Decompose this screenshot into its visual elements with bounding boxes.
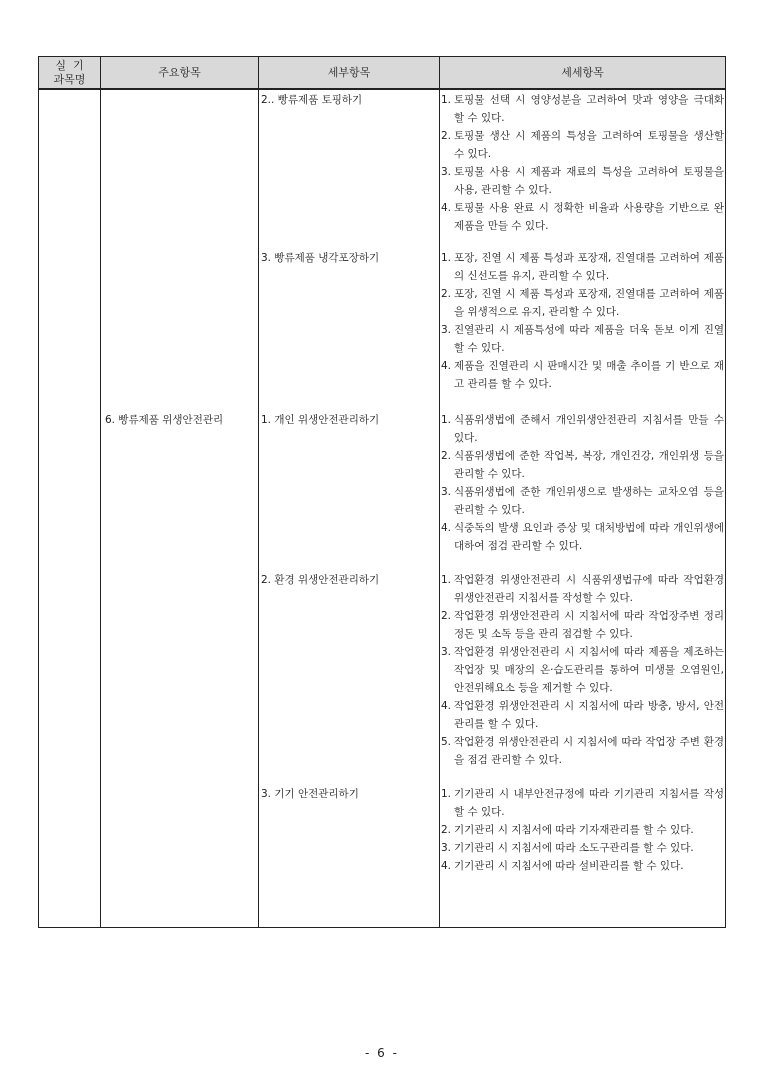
detail-item-number: 2. [441, 130, 452, 142]
detail-list-environment-hygiene [441, 571, 724, 769]
detail-item-text: 식품위생법에 준한 개인위생으로 발생하는 교차오염 등을 관리할 수 있다. [454, 486, 724, 516]
sub-item-environment-hygiene: 2. 환경 위생안전관리하기 [261, 574, 380, 586]
detail-item-text: 기기관리 시 지침서에 따라 설비관리를 할 수 있다. [454, 860, 684, 872]
column-divider [100, 57, 101, 927]
detail-item-number: 1. [441, 94, 452, 106]
detail-item-number: 1. [441, 252, 452, 264]
detail-item [441, 127, 724, 163]
detail-item-number: 3. [441, 166, 452, 178]
detail-item-text: 토핑물 사용 완료 시 정확한 비율과 사용량을 기반으로 완제품을 만들 수 있다. [454, 202, 724, 232]
sub-item-personal-hygiene: 1. 개인 위생안전관리하기 [261, 414, 380, 426]
sub-item-topping: 2.. 빵류제품 토핑하기 [261, 94, 363, 106]
detail-list-cooling-packing [441, 249, 724, 393]
detail-item-number: 2. [441, 288, 452, 300]
detail-item-text: 작업환경 위생안전관리 시 지침서에 따라 방충, 방서, 안전 관리를 할 수 있다. [454, 700, 724, 730]
detail-item [441, 571, 724, 607]
detail-list-topping [441, 91, 724, 235]
detail-item-text: 기기관리 시 지침서에 따라 기자재관리를 할 수 있다. [454, 824, 694, 836]
detail-item-text: 작업환경 위생안전관리 시 지침서에 따라 제품을 제조하는 작업장 및 매장의 온·습도관리를 통하여 미생물 오염원인, 안전위해요소 등을 제거할 수 있다. [454, 646, 724, 694]
column-divider [439, 57, 440, 927]
main-item-6: 6. 빵류제품 위생안전관리 [105, 414, 224, 426]
detail-item [441, 785, 724, 821]
detail-item-text: 작업환경 위생안전관리 시 식품위생법규에 따라 작업환경 위생안전관리 지침서를 작성할 수 있다. [454, 574, 724, 604]
detail-item [441, 857, 724, 875]
detail-item-number: 1. [441, 414, 452, 426]
detail-item-number: 3. [441, 646, 452, 658]
detail-item-text: 포장, 진열 시 제품 특성과 포장재, 진열대를 고려하여 제품을 위생적으로 유지, 관리할 수 있다. [454, 288, 724, 318]
column-divider [258, 57, 259, 927]
page-number: - 6 - [365, 1046, 399, 1060]
detail-item-text: 포장, 진열 시 제품 특성과 포장재, 진열대를 고려하여 제품의 신선도를 유지, 관리할 수 있다. [454, 252, 724, 282]
detail-item-text: 토핑물 선택 시 영양성분을 고려하여 맛과 영양을 극대화 할 수 있다. [454, 94, 724, 124]
detail-item-number: 1. [441, 574, 452, 586]
detail-item [441, 91, 724, 127]
detail-item-number: 4. [441, 522, 452, 534]
detail-item-text: 작업환경 위생안전관리 시 지침서에 따라 작업장 주변 환경을 점검 관리할 수 있다. [454, 736, 724, 766]
detail-item [441, 821, 724, 839]
detail-item [441, 483, 724, 519]
detail-item-text: 진열관리 시 제품특성에 따라 제품을 더욱 돋보 이게 진열할 수 있다. [454, 324, 724, 354]
detail-item [441, 321, 724, 357]
detail-item-number: 4. [441, 360, 452, 372]
detail-item-text: 제품을 진열관리 시 판매시간 및 매출 추이를 기 반으로 재고 관리를 할 수 있다. [454, 360, 724, 390]
sub-item-equipment-safety: 3. 기기 안전관리하기 [261, 788, 359, 800]
detail-item [441, 163, 724, 199]
detail-item-text: 토핑물 생산 시 제품의 특성을 고려하여 토핑물을 생산할 수 있다. [454, 130, 724, 160]
detail-list-equipment-safety [441, 785, 724, 875]
detail-item [441, 697, 724, 733]
detail-list-personal-hygiene [441, 411, 724, 555]
detail-item-text: 기기관리 시 내부안전규정에 따라 기기관리 지침서를 작성할 수 있다. [454, 788, 724, 818]
detail-item-number: 3. [441, 324, 452, 336]
detail-item [441, 285, 724, 321]
detail-item [441, 199, 724, 235]
detail-item-number: 1. [441, 788, 452, 800]
detail-item [441, 839, 724, 857]
detail-item-number: 2. [441, 824, 452, 836]
detail-item-number: 2. [441, 450, 452, 462]
header-main-item: 주요항목 [158, 65, 201, 79]
detail-item [441, 733, 724, 769]
detail-item-number: 3. [441, 486, 452, 498]
detail-item [441, 643, 724, 697]
header-sub-item: 세부항목 [327, 65, 371, 79]
detail-item-text: 식품위생법에 준한 작업복, 복장, 개인건강, 개인위생 등을 관리할 수 있다. [454, 450, 724, 480]
header-detail-item: 세세항목 [561, 65, 604, 79]
detail-item [441, 519, 724, 555]
detail-item [441, 357, 724, 393]
detail-item-number: 2. [441, 610, 452, 622]
detail-item-number: 5. [441, 736, 452, 748]
header-subject-line1: 실 기 [55, 58, 84, 72]
detail-item-number: 4. [441, 202, 452, 214]
header-subject-line2: 과목명 [53, 72, 86, 86]
sub-item-cooling-packing: 3. 빵류제품 냉각포장하기 [261, 252, 380, 264]
detail-item [441, 607, 724, 643]
detail-item [441, 249, 724, 285]
detail-item [441, 411, 724, 447]
header-subject-name [39, 57, 100, 88]
detail-item-number: 4. [441, 700, 452, 712]
table-header [39, 57, 725, 90]
detail-item-text: 식중독의 발생 요인과 증상 및 대처방법에 따라 개인위생에 대하여 점검 관리할 수 있다. [454, 522, 724, 552]
detail-item-text: 식품위생법에 준해서 개인위생안전관리 지침서를 만들 수 있다. [454, 414, 724, 444]
detail-item-text: 기기관리 시 지침서에 따라 소도구관리를 할 수 있다. [454, 842, 694, 854]
detail-item [441, 447, 724, 483]
detail-item-number: 3. [441, 842, 452, 854]
detail-item-number: 4. [441, 860, 452, 872]
detail-item-text: 토핑물 사용 시 제품과 재료의 특성을 고려하여 토핑물을 사용, 관리할 수 있다. [454, 166, 724, 196]
syllabus-table [38, 56, 726, 928]
detail-item-text: 작업환경 위생안전관리 시 지침서에 따라 작업장주변 정리 정돈 및 소독 등을 관리 점검할 수 있다. [454, 610, 724, 640]
